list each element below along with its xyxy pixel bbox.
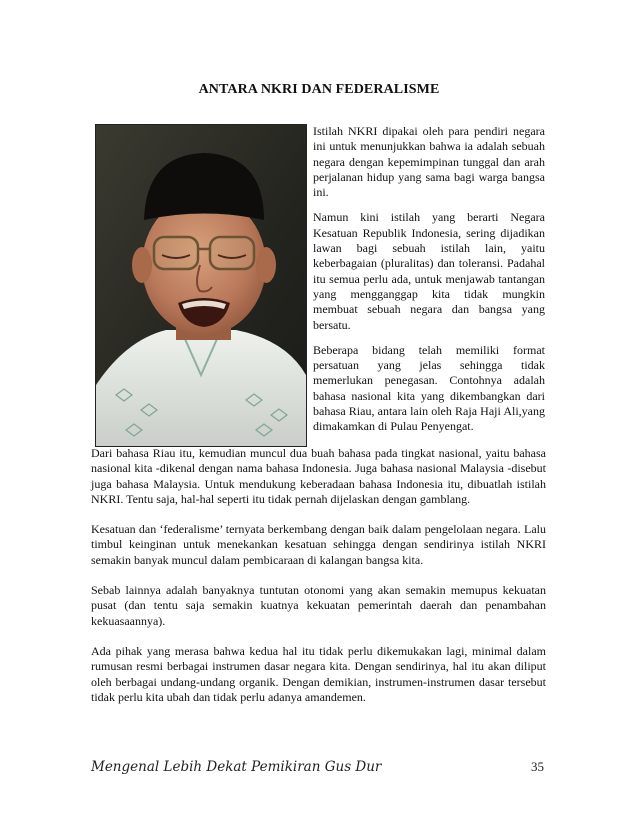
paragraph: Dari bahasa Riau itu, kemudian muncul dua buah bahasa pada tingkat nasional, yaitu bahasa nasional kita -dikenal dengan nama bahasa Indonesia. Juga bahasa nasional Malaysia -disebut juga bahasa Malaysia. Untuk mendukung keberadaan bahasa Indonesia itu, dibuatlah istilah NKRI. Tentu saja, hal-hal seperti itu tidak pernah dijelaskan dengan gamblang. — [91, 446, 546, 506]
body-text — [91, 446, 546, 720]
side-text-column — [313, 124, 545, 445]
paragraph: Ada pihak yang merasa bahwa kedua hal itu tidak perlu dikemukakan lagi, minimal dalam rumusan resmi berbagai instrumen dasar negara kita. Dengan sendirinya, hal itu akan diliput oleh berbagai undang-undang organik. Dengan demikian, instrumen-instrumen dasar tersebut tidak perlu kita ubah dan tidak perlu adanya amandemen. — [91, 643, 546, 704]
paragraph: Namun kini istilah yang berarti Negara Kesatuan Republik Indonesia, sering dijadikan lawan bagi sebuah istilah lain, yaitu keberbagaian (pluralitas) dan toleransi. Padahal itu semua perlu ada, untuk menjawab tantangan yang mengganggap kita tidak mungkin membuat sebuah negara dan bangsa yang bersatu. — [313, 210, 545, 332]
paragraph: Kesatuan dan ‘federalisme’ ternyata berkembang dengan baik dalam pengelolaan negara. Lalu timbul keinginan untuk menekankan kesatuan sehingga dengan sendirinya istilah NKRI semakin banyak muncul dalam pembicaraan di kalangan bangsa kita. — [91, 522, 546, 567]
paragraph: Beberapa bidang telah memiliki format persatuan yang jelas sehingga tidak memerlukan penegasan. Contohnya adalah bahasa nasional kita yang dikembangkan dari bahasa Riau, antara lain oleh Raja Haji Ali,yang dimakamkan di Pulau Penyengat. — [313, 342, 545, 434]
paragraph: Sebab lainnya adalah banyaknya tuntutan otonomi yang akan semakin memupus kekuatan pusat (dan tentu saja semakin kuatnya kekuatan pemerintah daerah dan penambahan kekuasaannya). — [91, 583, 546, 628]
page-number: 35 — [531, 759, 544, 774]
paragraph: Istilah NKRI dipakai oleh para pendiri negara ini untuk menunjukkan bahwa ia adalah sebuah negara dengan kepemimpinan tunggal dan arah perjalanan hidup yang sama bagi warga bangsa ini. — [313, 124, 545, 200]
page-title: ANTARA NKRI DAN FEDERALISME — [198, 82, 440, 97]
portrait-photo — [95, 124, 307, 447]
footer-book-title: Mengenal Lebih Dekat Pemikiran Gus Dur — [91, 759, 382, 775]
